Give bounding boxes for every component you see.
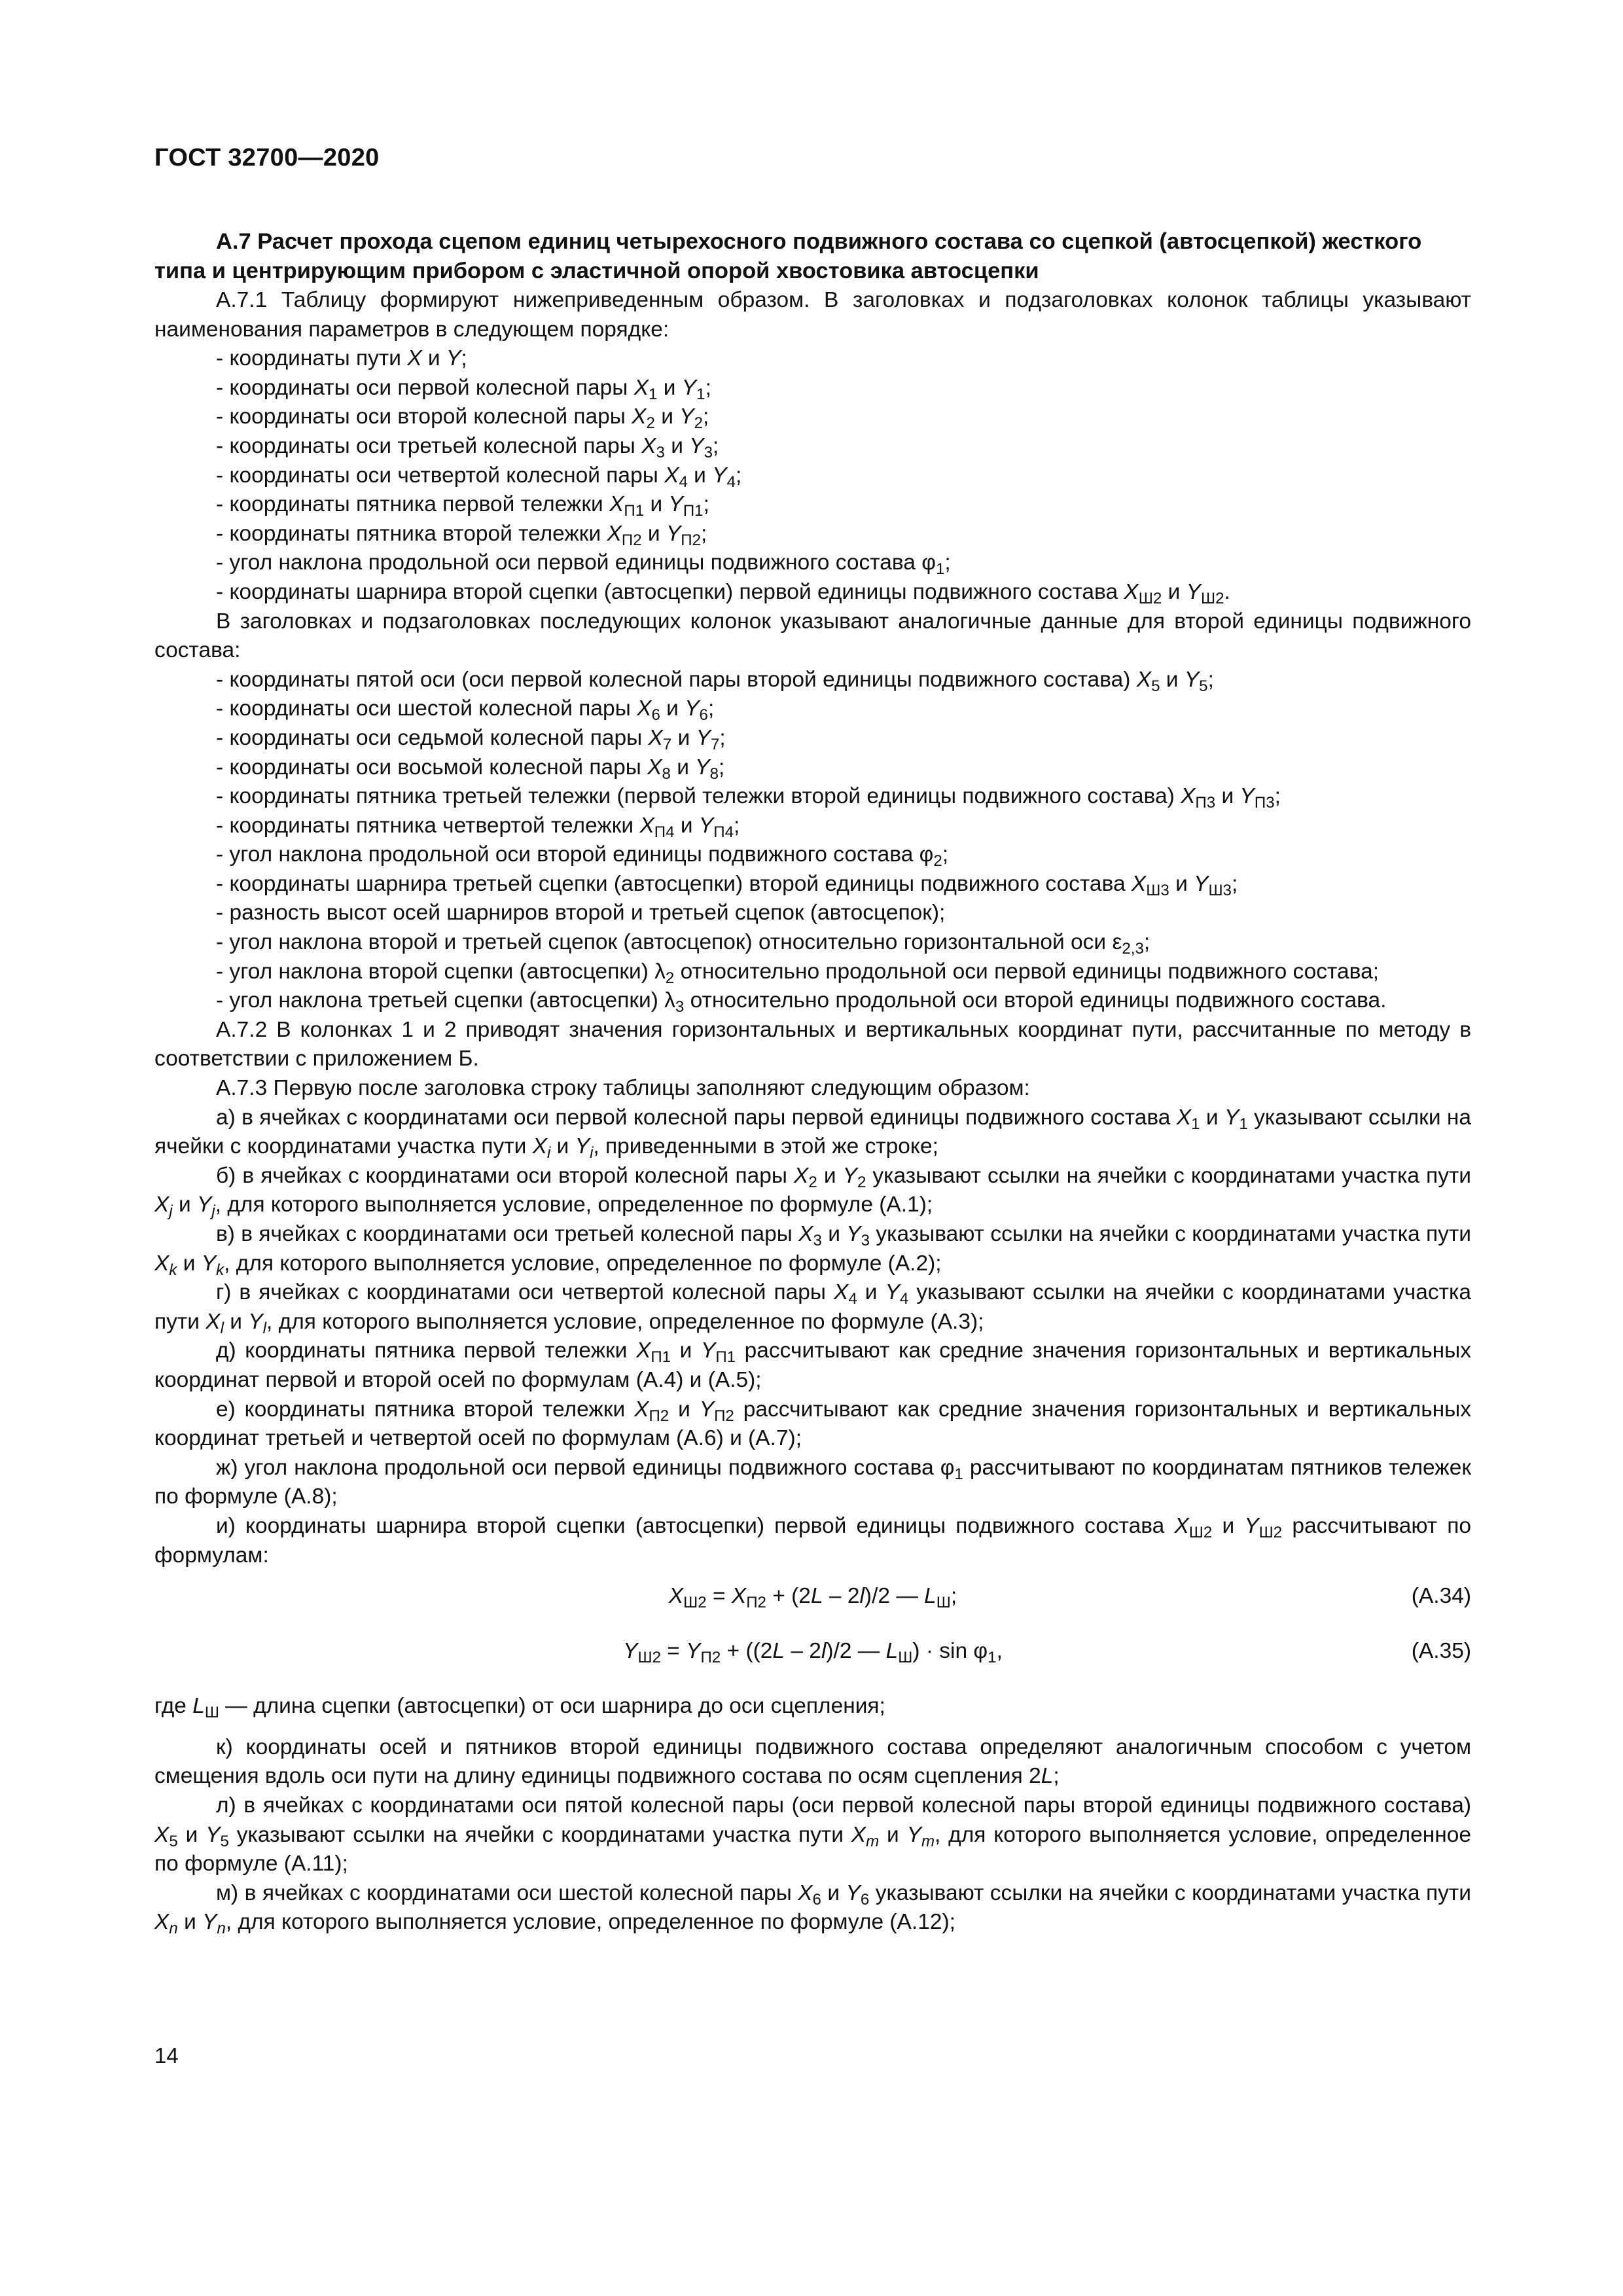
item-m: м) в ячейках с координатами оси шестой колесной пары $X_6$ и $Y_6$ указывают ссылки на ячейки с координатами участка пути $X_n$ и $Y_n$, для которого выполняется условие, определенное по формуле (А.12); — [154, 1880, 1471, 1938]
formula-expression: $Y_{Ш2} = Y_{П2} + ((2L - 2l)/2$ — $L_Ш) \cdot \sin \varphi_1$, — [623, 1639, 1003, 1666]
formula-a34 — [154, 1570, 1471, 1625]
list-item: - координаты оси третьей колесной пары $X_3$ и $Y_3$; — [216, 433, 719, 461]
item-a: а) в ячейках с координатами оси первой колесной пары первой единицы подвижного состава $X_1$ и $Y_1$ указывают ссылки на ячейки с координатами участка пути $X_i$ и $Y_i$, приведенными в этой же строке; — [154, 1105, 1472, 1162]
item-e: е) координаты пятника второй тележки $X_{П2}$ и $Y_{П2}$ рассчитывают как средние значения горизонтальных и вертикальных координат третьей и четвертой осей по формулам (А.6) и (А.7); — [154, 1397, 1471, 1451]
formula-expression: $X_{Ш2} = X_{П2} + (2L - 2l)/2$ — $L_Ш$; — [668, 1584, 957, 1611]
item-i: и) координаты шарнира второй сцепки (автосцепки) первой единицы подвижного состава $X_{Ш2}$ и $Y_{Ш2}$ рассчитывают по формулам: — [154, 1513, 1471, 1568]
list-item: - координаты оси второй колесной пары $X_2$ и $Y_2$; — [216, 404, 709, 433]
document-page — [154, 144, 1471, 1937]
section-title: А.7 Расчет прохода сцепом единиц четырехосного подвижного состава со сцепкой (автосцепкой) жесткого типа и центрирующим прибором с эластичной опорой хвостовика автосцепки — [154, 229, 1422, 283]
item-l: л) в ячейках с координатами оси пятой колесной пары (оси первой колесной пары второй единицы подвижного состава) $X_5$ и $Y_5$ указывают ссылки на ячейки с координатами участка пути $X_m$ и $Y_m$, для которого выполняется условие, определенное по формуле (А.11); — [154, 1793, 1472, 1876]
list-item: - координаты шарнира второй сцепки (автосцепки) первой единицы подвижного состава $X_{Ш2}$ и $Y_{Ш2}$. — [216, 579, 1230, 607]
item-v: в) в ячейках с координатами оси третьей колесной пары $X_3$ и $Y_3$ указывают ссылки на ячейки с координатами участка пути $X_k$ и $Y_k$, для которого выполняется условие, определенное по формуле (А.2); — [154, 1222, 1471, 1279]
list-item: - координаты пятника четвертой тележки $X_{П4}$ и $Y_{П4}$; — [216, 813, 740, 841]
list-item: - угол наклона продольной оси первой единицы подвижного состава $\varphi_1$; — [216, 550, 951, 579]
list-item: - угол наклона продольной оси второй единицы подвижного состава $\varphi_2$; — [216, 842, 949, 870]
list-item: - координаты оси седьмой колесной пары $X_7$ и $Y_7$; — [216, 725, 726, 753]
list-item: - угол наклона второй и третьей сцепок (автосцепок) относительно горизонтальной оси $\varepsilon_{2,3}$; — [216, 930, 1150, 958]
list-item: - координаты пятой оси (оси первой колесной пары второй единицы подвижного состава) $X_5$ и $Y_5$; — [216, 667, 1214, 695]
paragraph-a73: А.7.3 Первую после заголовка строку таблицы заполняют следующим образом: — [216, 1076, 1030, 1101]
list-item: - координаты пятника первой тележки $X_{П1}$ и $Y_{П1}$; — [216, 492, 709, 520]
formula-number: (А.34) — [1411, 1584, 1471, 1609]
list-item: - координаты пути X и Y; — [216, 346, 467, 371]
paragraph-second-unit: В заголовках и подзаголовках последующих колонок указывают аналогичные данные для второй единицы подвижного состава: — [154, 609, 1471, 663]
list-item: - координаты пятника второй тележки $X_{П2}$ и $Y_{П2}$; — [216, 521, 707, 549]
page-number: 14 — [154, 2043, 179, 2068]
document-header: ГОСТ 32700—2020 — [154, 144, 380, 171]
list-item: - угол наклона второй сцепки (автосцепки) $\lambda_2$ относительно продольной оси первой единицы подвижного состава; — [216, 959, 1380, 987]
where-clause: где $L_Ш$ — длина сцепки (автосцепки) от оси шарнира до оси сцепления; — [154, 1694, 885, 1721]
list-item: - разность высот осей шарниров второй и третьей сцепок (автосцепок); — [216, 901, 946, 925]
list-item: - координаты пятника третьей тележки (первой тележки второй единицы подвижного состава) $X_{П3}$ и $Y_{П3}$; — [216, 784, 1281, 812]
item-zh: ж) угол наклона продольной оси первой единицы подвижного состава $\varphi_1$ рассчитывают по координатам пятников тележек по формуле (А.8); — [154, 1455, 1472, 1509]
formula-a35 — [154, 1625, 1471, 1680]
item-g: г) в ячейках с координатами оси четвертой колесной пары $X_4$ и $Y_4$ указывают ссылки на ячейки с координатами участка пути $X_l$ и $Y_l$, для которого выполняется условие, определенное по формуле (А.3); — [154, 1280, 1472, 1337]
list-item: - координаты оси шестой колесной пары $X_6$ и $Y_6$; — [216, 696, 715, 725]
list-item: - угол наклона третьей сцепки (автосцепки) $\lambda_3$ относительно продольной оси второй единицы подвижного состава. — [216, 988, 1387, 1016]
list-item: - координаты оси четвертой колесной пары $X_4$ и $Y_4$; — [216, 463, 742, 491]
list-item: - координаты оси восьмой колесной пары $X_8$ и $Y_8$; — [216, 755, 725, 783]
paragraph-a72: А.7.2 В колонках 1 и 2 приводят значения горизонтальных и вертикальных координат пути, рассчитанные по методу в соответствии с приложением Б. — [154, 1017, 1471, 1071]
item-d: д) координаты пятника первой тележки $X_{П1}$ и $Y_{П1}$ рассчитывают как средние значения горизонтальных и вертикальных координат первой и второй осей по формулам (А.4) и (А.5); — [154, 1338, 1472, 1392]
list-item: - координаты оси первой колесной пары $X_1$ и $Y_1$; — [216, 375, 711, 403]
paragraph-a71: А.7.1 Таблицу формируют нижеприведенным образом. В заголовках и подзаголовках колонок таблицы указывают наименования параметров в следующем порядке: — [154, 288, 1471, 342]
list-item: - координаты шарнира третьей сцепки (автосцепки) второй единицы подвижного состава $X_{Ш3}$ и $Y_{Ш3}$; — [216, 871, 1238, 899]
document-body — [154, 227, 1471, 1937]
formula-number: (А.35) — [1411, 1639, 1471, 1664]
item-k: к) координаты осей и пятников второй единицы подвижного состава определяют аналогичным способом с учетом смещения вдоль оси пути на длину единицы подвижного состава по осям сцепления 2L; — [154, 1734, 1471, 1789]
item-b: б) в ячейках с координатами оси второй колесной пары $X_2$ и $Y_2$ указывают ссылки на ячейки с координатами участка пути $X_j$ и $Y_j$, для которого выполняется условие, определенное по формуле (А.1); — [154, 1163, 1472, 1221]
